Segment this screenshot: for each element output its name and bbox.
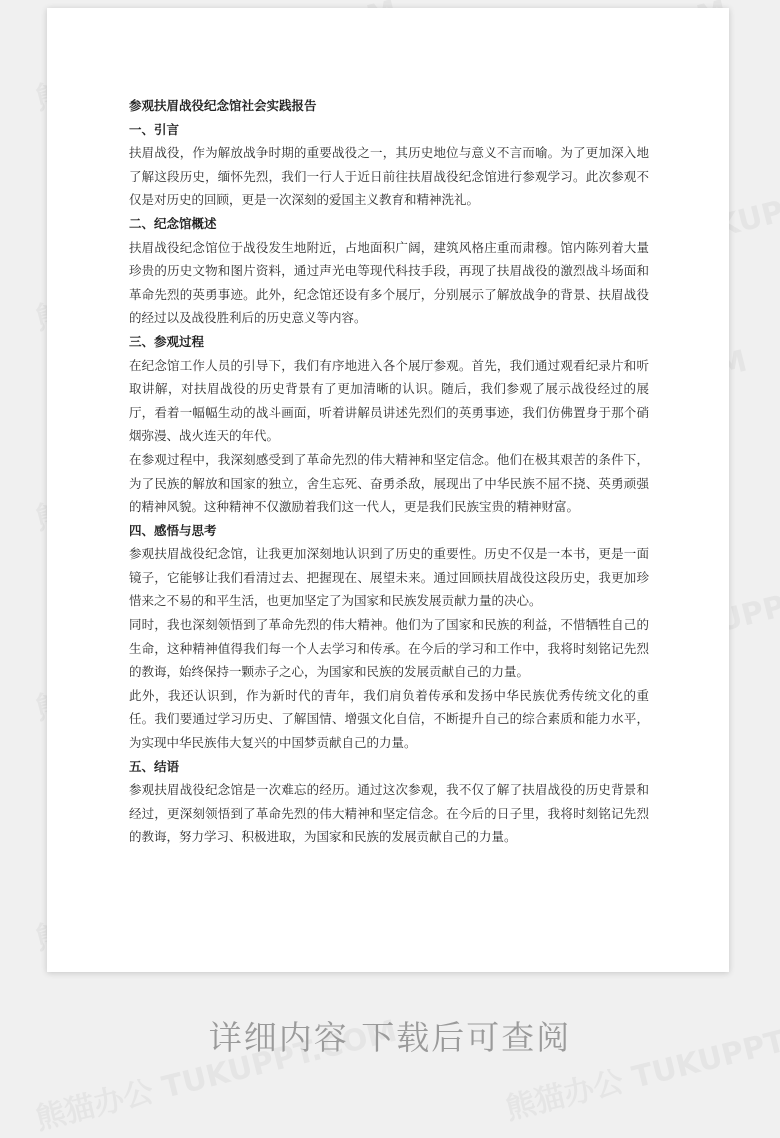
paragraph: 此外，我还认识到，作为新时代的青年，我们肩负着传承和发扬中华民族优秀传统文化的重任。我们要通过学习历史、了解国情、增强文化自信，不断提升自己的综合素质和能力水平，为实现中华民族伟大复兴的中国梦贡献自己的力量。: [129, 687, 649, 751]
document-page: [47, 8, 729, 972]
paragraph: 同时，我也深刻领悟到了革命先烈的伟大精神。他们为了国家和民族的利益，不惜牺牲自己的生命，这种精神值得我们每一个人去学习和传承。在今后的学习和工作中，我将时刻铭记先烈的教诲，始终保持一颗赤子之心，为国家和民族的发展贡献自己的力量。: [129, 617, 649, 680]
document-title: 参观扶眉战役纪念馆社会实践报告: [129, 98, 317, 113]
paragraph: 参观扶眉战役纪念馆，让我更加深刻地认识到了历史的重要性。历史不仅是一本书，更是一面镜子，它能够让我们看清过去、把握现在、展望未来。通过回顾扶眉战役这段历史，我更加珍惜来之不易的和平生活，也更加坚定了为国家和民族发展贡献力量的决心。: [129, 546, 649, 609]
paragraph: 在纪念馆工作人员的引导下，我们有序地进入各个展厅参观。首先，我们通过观看纪录片和听取讲解，对扶眉战役的历史背景有了更加清晰的认识。随后，我们参观了展示战役经过的展厅，看着一幅幅生动的战斗画面，听着讲解员讲述先烈们的英勇事迹，我们仿佛置身于那个硝烟弥漫、战火连天的年代。: [129, 357, 649, 444]
paragraph: 扶眉战役，作为解放战争时期的重要战役之一，其历史地位与意义不言而喻。为了更加深入地了解这段历史，缅怀先烈，我们一行人于近日前往扶眉战役纪念馆进行参观学习。此次参观不仅是对历史的回顾，更是一次深刻的爱国主义教育和精神洗礼。: [129, 145, 649, 208]
paragraph: 在参观过程中，我深刻感受到了革命先烈的伟大精神和坚定信念。他们在极其艰苦的条件下，为了民族的解放和国家的独立，舍生忘死、奋勇杀敌，展现出了中华民族不屈不挠、英勇顽强的精神风貌。这种精神不仅激励着我们这一代人，更是我们民族宝贵的精神财富。: [129, 451, 649, 515]
download-hint-text: 详细内容 下载后可查阅: [208, 1018, 572, 1057]
section-heading-visit: 三、参观过程: [129, 333, 205, 349]
section-heading-overview: 二、纪念馆概述: [129, 215, 217, 231]
section-heading-reflection: 四、感悟与思考: [129, 522, 217, 538]
section-heading-conclusion: 五、结语: [129, 758, 180, 774]
paragraph: 参观扶眉战役纪念馆是一次难忘的经历。通过这次参观，我不仅了解了扶眉战役的历史背景和经过，更深刻领悟到了革命先烈的伟大精神和坚定信念。在今后的日子里，我将时刻铭记先烈的教诲，努力学习、积极进取，为国家和民族的发展贡献自己的力量。: [129, 782, 649, 845]
section-heading-intro: 一、引言: [129, 121, 180, 137]
paragraph: 扶眉战役纪念馆位于战役发生地附近，占地面积广阔，建筑风格庄重而肃穆。馆内陈列着大量珍贵的历史文物和图片资料，通过声光电等现代科技手段，再现了扶眉战役的激烈战斗场面和革命先烈的英勇事迹。此外，纪念馆还设有多个展厅，分别展示了解放战争的背景、扶眉战役的经过以及战役胜利后的历史意义等内容。: [129, 239, 649, 326]
document-body: [129, 94, 649, 849]
